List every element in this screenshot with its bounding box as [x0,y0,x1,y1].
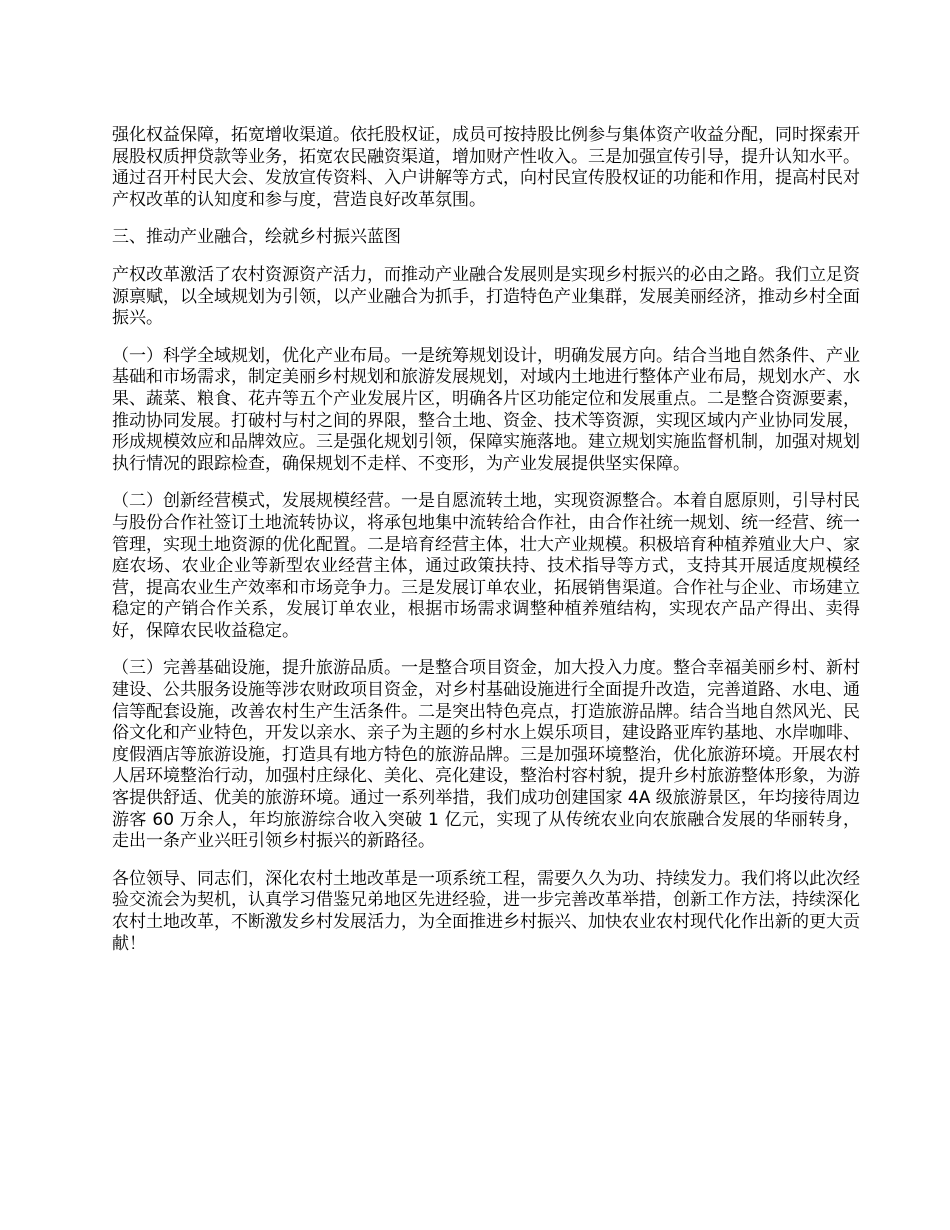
paragraph-equity-rights: 强化权益保障，拓宽增收渠道。依托股权证，成员可按持股比例参与集体资产收益分配，同时探索开展股权质押贷款等业务，拓宽农民融资渠道，增加财产性收入。三是加强宣传引导，提升认知水平。通过召开村民大会、发放宣传资料、入户讲解等方式，向村民宣传股权证的功能和作用，提高村民对产权改革的认知度和参与度，营造良好改革氛围。 [112,125,860,210]
paragraph-infrastructure: （三）完善基础设施，提升旅游品质。一是整合项目资金，加大投入力度。整合幸福美丽乡村、新村建设、公共服务设施等涉农财政项目资金，对乡村基础设施进行全面提升改造，完善道路、水电、通信等配套设施，改善农村生产生活条件。二是突出特色亮点，打造旅游品牌。结合当地自然风光、民俗文化和产业特色，开发以亲水、亲子为主题的乡村水上娱乐项目，建设路亚库钓基地、水岸咖啡、度假酒店等旅游设施，打造具有地方特色的旅游品牌。三是加强环境整治，优化旅游环境。开展农村人居环境整治行动，加强村庄绿化、美化、亮化建设，整治村容村貌，提升乡村旅游整体形象，为游客提供舒适、优美的旅游环境。通过一系列举措，我们成功创建国家 4A 级旅游景区，年均接待周边游客 60 万余人，年均旅游综合收入突破 1 亿元，实现了从传统农业向农旅融合发展的华丽转身，走出一条产业兴旺引领乡村振兴的新路径。 [112,658,860,852]
paragraph-operation-model: （二）创新经营模式，发展规模经营。一是自愿流转土地，实现资源整合。本着自愿原则，引导村民与股份合作社签订土地流转协议，将承包地集中流转给合作社，由合作社统一规划、统一经营、统一管理，实现土地资源的优化配置。二是培育经营主体，壮大产业规模。积极培育种植养殖业大户、家庭农场、农业企业等新型农业经营主体，通过政策扶持、技术指导等方式，支持其开展适度规模经营，提高农业生产效率和市场竞争力。三是发展订单农业，拓展销售渠道。合作社与企业、市场建立稳定的产销合作关系，发展订单农业，根据市场需求调整种植养殖结构，实现农产品产得出、卖得好，保障农民收益稳定。 [112,491,860,641]
paragraph-industry-intro: 产权改革激活了农村资源资产活力，而推动产业融合发展则是实现乡村振兴的必由之路。我们立足资源禀赋，以全域规划为引领，以产业融合为抓手，打造特色产业集群，发展美丽经济，推动乡村全面振兴。 [112,264,860,329]
section-heading-industry-integration: 三、推动产业融合，绘就乡村振兴蓝图 [112,227,401,248]
paragraph-planning: （一）科学全域规划，优化产业布局。一是统筹规划设计，明确发展方向。结合当地自然条件、产业基础和市场需求，制定美丽乡村规划和旅游发展规划，对域内土地进行整体产业布局，规划水产、水果、蔬菜、粮食、花卉等五个产业发展片区，明确各片区功能定位和发展重点。二是整合资源要素，推动协同发展。打破村与村之间的界限，整合土地、资金、技术等资源，实现区域内产业协同发展，形成规模效应和品牌效应。三是强化规划引领，保障实施落地。建立规划实施监督机制，加强对规划执行情况的跟踪检查，确保规划不走样、不变形，为产业发展提供坚实保障。 [112,345,860,474]
paragraph-conclusion: 各位领导、同志们，深化农村土地改革是一项系统工程，需要久久为功、持续发力。我们将以此次经验交流会为契机，认真学习借鉴兄弟地区先进经验，进一步完善改革举措，创新工作方法，持续深化农村土地改革，不断激发乡村发展活力，为全面推进乡村振兴、加快农业农村现代化作出新的更大贡献！ [112,868,860,954]
document-body [112,125,860,971]
